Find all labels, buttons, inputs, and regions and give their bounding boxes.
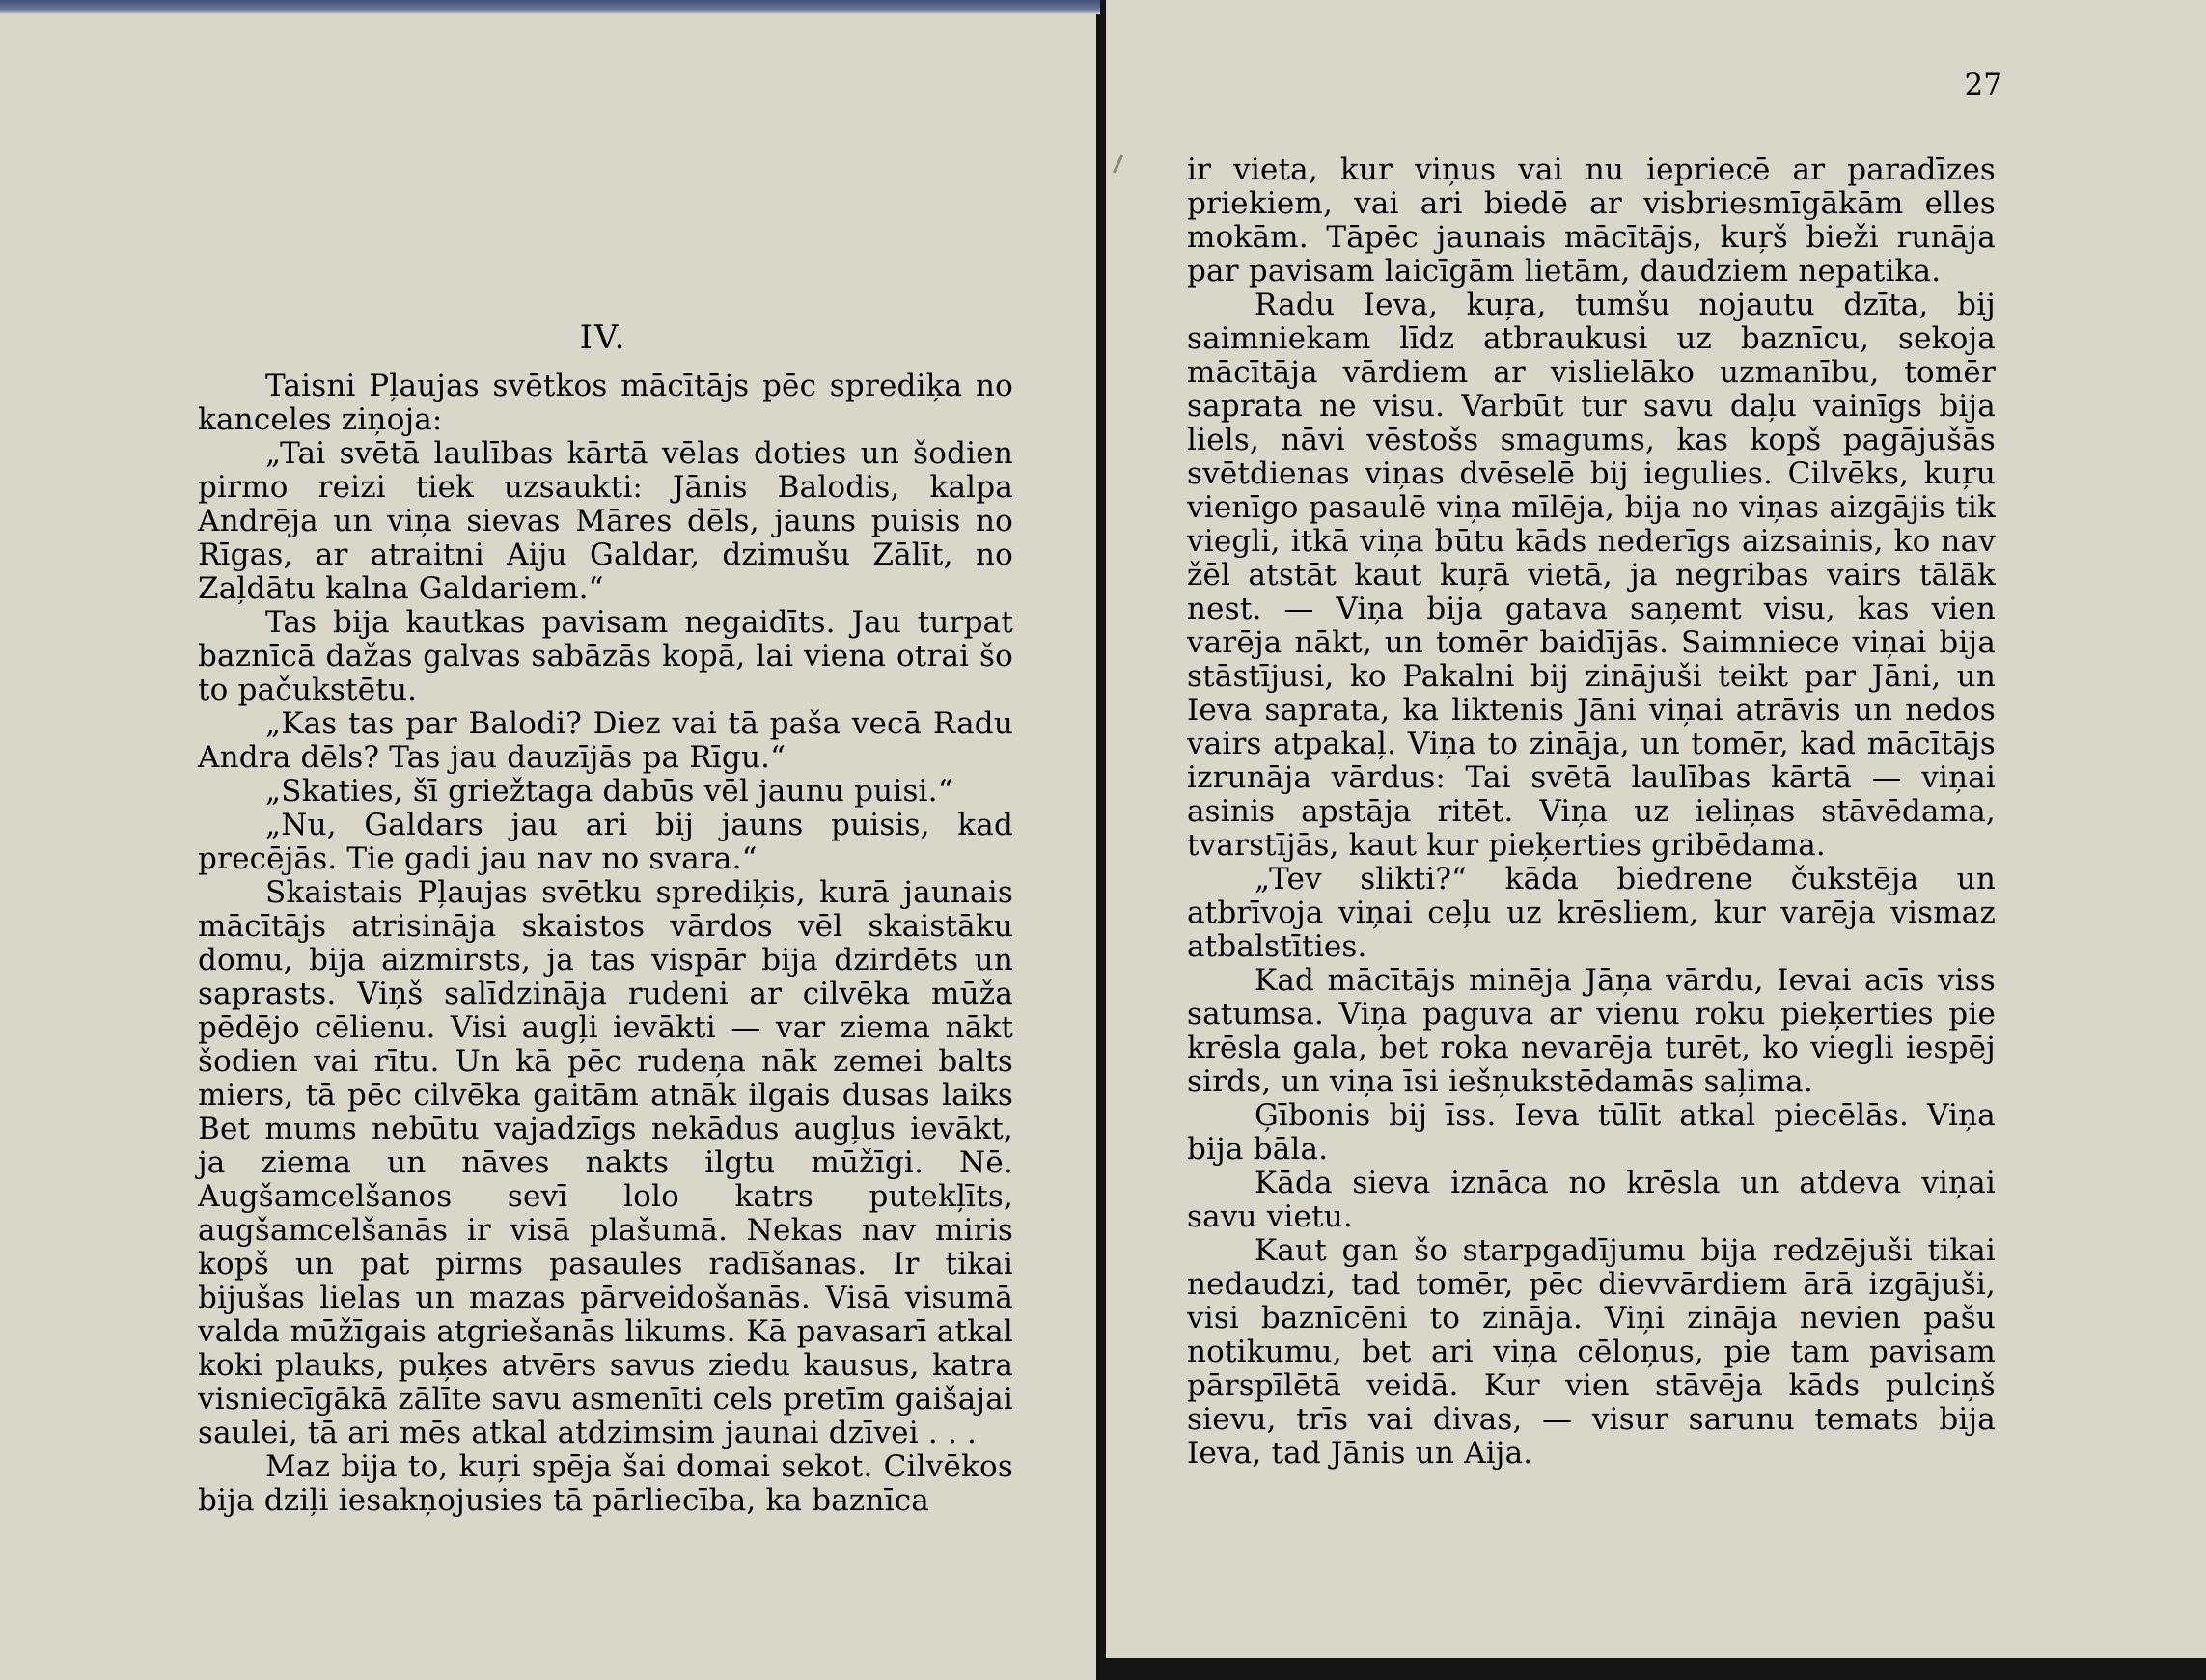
paragraph: „Kas tas par Balodi? Diez vai tā paša vecā Radu Andra dēls? Tas jau dauzījās pa Rīgu.“ [198, 706, 1013, 775]
paragraph: Skaistais Pļaujas svētku sprediķis, kurā jaunais mācītājs atrisināja skaistos vārdos vēl skaistāku domu, bija aizmirsts, ja tas vispār bija dzirdēts un saprasts. Viņš salīdzināja rudeni ar cilvēka mūža pēdējo cēlienu. Visi augļi ievākti — var ziema nākt šodien vai rītu. Un kā pēc rudeņa nāk zemei balts miers, tā pēc cilvēka gaitām atnāk ilgais dusas laiks Bet mums nebūtu vajadzīgs nekādus augļus ievākt, ja ziema un nāves nakts ilgtu mūžīgi. Nē. Augšamcelšanos sevī lolo katrs putekļīts, augšamcelšanās ir visā plašumā. Nekas nav miris kopš un pat pirms pasaules radīšanas. Ir tikai bijušas lielas un mazas pārveidošanās. Visā visumā valda mūžīgais atgriešanās likums. Kā pavasarī atkal koki plauks, puķes atvērs savus ziedu kausus, katra visniecīgākā zālīte savu asmenīti cels pretīm gaišajai saulei, tā ari mēs atkal atdzimsim jaunai dzīvei . . . [198, 875, 1013, 1450]
paragraph: Maz bija to, kuŗi spēja šai domai sekot. Cilvēkos bija dziļi iesakņojusies tā pārliecība, ka baznīca [198, 1449, 1013, 1518]
paragraph: „Tev slikti?“ kāda biedrene čukstēja un atbrīvoja viņai ceļu uz krēsliem, kur varēja vismaz atbalstīties. [1187, 862, 1996, 964]
paragraph: ir vieta, kur viņus vai nu iepriecē ar paradīzes priekiem, vai ari biedē ar visbriesmīgākām elles mokām. Tāpēc jaunais mācītājs, kuŗš bieži runāja par pavisam laicīgām lietām, daudziem nepatika. [1187, 152, 1996, 289]
paragraph: „Tai svētā laulības kārtā vēlas doties un šodien pirmo reizi tiek uzsaukti: Jānis Balodis, kalpa Andrēja un viņa sievas Māres dēls, jauns puisis no Rīgas, ar atraitni Aiju Galdar, dzimušu Zālīt, no Zaļdātu kalna Galdariem.“ [198, 436, 1013, 606]
paragraph: Radu Ieva, kuŗa, tumšu nojautu dzīta, bij saimniekam līdz atbraukusi uz baznīcu, sekoja mācītāja vārdiem ar vislielāko uzmanību, tomēr saprata ne visu. Varbūt tur savu daļu vainīgs bija liels, nāvi vēstošs smagums, kas kopš pagājušās svētdienas viņas dvēselē bij iegulies. Cilvēks, kuŗu vienīgo pasaulē viņa mīlēja, bija no viņas aizgājis tik viegli, itkā viņa būtu kāds nederīgs aizsainis, ko nav žēl atstāt kaut kuŗā vietā, ja negribas vairs tālāk nest. — Viņa bija gatava saņemt visu, kas vien varēja nākt, un tomēr baidījās. Saimniece viņai bija stāstījusi, ko Pakalni bij zinājuši teikt par Jāni, un Ieva saprata, ka liktenis Jāni viņai atrāvis un nedos vairs atpakaļ. Viņa to zināja, un tomēr, kad mācītājs izrunāja vārdus: Tai svētā laulības kārtā — viņai asinis apstāja ritēt. Viņa uz ieliņas stāvēdama, tvarstījās, kaut kur pieķerties gribēdama. [1187, 288, 1996, 863]
right-page-text [1187, 153, 1996, 1471]
chapter-heading: IV. [579, 318, 627, 357]
paragraph: Kad mācītājs minēja Jāņa vārdu, Ievai acīs viss satumsa. Viņa paguva ar vienu roku pieķerties pie krēsla gala, bet roka nevarēja turēt, ko viegli iespēj sirds, un viņa īsi iešņukstēdamās saļima. [1187, 963, 1996, 1099]
paragraph: Kāda sieva iznāca no krēsla un atdeva viņai savu vietu. [1187, 1166, 1996, 1234]
paragraph: Ģībonis bij īss. Ieva tūlīt atkal piecēlās. Viņa bija bāla. [1187, 1098, 1996, 1167]
paragraph: Kaut gan šo starpgadījumu bija redzējuši tikai nedaudzi, tad tomēr, pēc dievvārdiem ārā izgājuši, visi baznīcēni to zināja. Viņi zināja nevien pašu notikumu, bet ari viņa cēloņus, pie tam pavisam pārspīlētā veidā. Kur vien stāvēja kāds pulciņš sievu, trīs vai divas, — visur sarunu temats bija Ieva, tad Jānis un Aija. [1187, 1233, 1996, 1471]
paragraph: „Skaties, šī griežtaga dabūs vēl jaunu puisi.“ [265, 774, 953, 809]
paragraph: „Nu, Galdars jau ari bij jauns puisis, kad precējās. Tie gadi jau nav no svara.“ [198, 808, 1013, 876]
page-number: 27 [1964, 68, 2002, 102]
page-bottom-shadow [1106, 1658, 2206, 1680]
paragraph: Tas bija kautkas pavisam negaidīts. Jau turpat baznīcā dažas galvas sabāzās kopā, lai viena otrai šo to pačukstētu. [198, 605, 1013, 707]
left-page-text [198, 370, 1013, 1518]
paragraph: Taisni Pļaujas svētkos mācītājs pēc sprediķa no kanceles ziņoja: [198, 369, 1013, 437]
cover-edge-strip [0, 0, 1100, 14]
